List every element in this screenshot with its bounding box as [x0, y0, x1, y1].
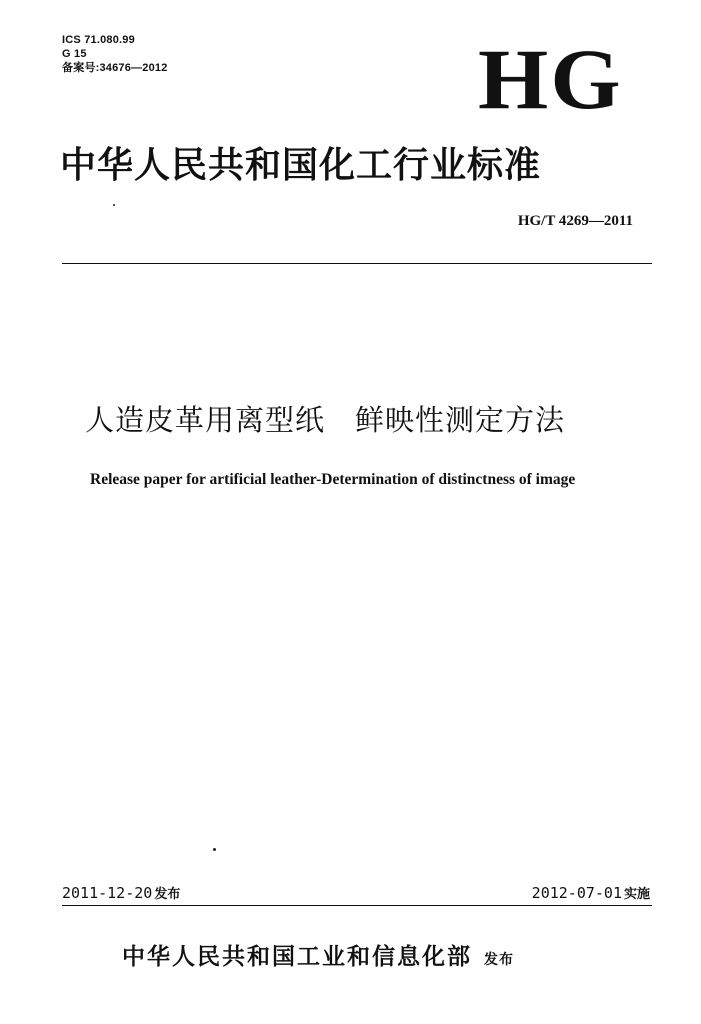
standard-category-title: 中华人民共和国化工行业标准 [60, 144, 542, 186]
issue-date: 2011-12-20 [62, 884, 153, 902]
issuer-line [122, 938, 514, 971]
footer-divider [62, 905, 652, 906]
implement-date: 2012-07-01 [531, 884, 622, 902]
document-title-cn: 人造皮革用离型纸 鲜映性测定方法 [85, 403, 566, 437]
record-number: 备案号:34676—2012 [62, 62, 168, 74]
ccs-code: G 15 [62, 48, 87, 60]
header-divider [62, 263, 652, 264]
issuer-label: 发布 [484, 952, 514, 968]
ics-code: ICS 71.080.99 [62, 34, 135, 46]
standard-number: HG/T 4269—2011 [517, 213, 633, 229]
classification-block [62, 33, 168, 75]
hg-logo: HG [478, 31, 623, 127]
implement-date-line [532, 883, 650, 902]
document-title-en: Release paper for artificial leather-Determination of distinctness of image [90, 471, 576, 488]
scan-speck [113, 204, 115, 206]
scan-speck [213, 848, 216, 851]
issuer-name: 中华人民共和国工业和信息化部 [122, 943, 472, 970]
issue-label: 发布 [154, 887, 181, 902]
implement-label: 实施 [623, 887, 650, 902]
issue-date-line [62, 883, 180, 902]
